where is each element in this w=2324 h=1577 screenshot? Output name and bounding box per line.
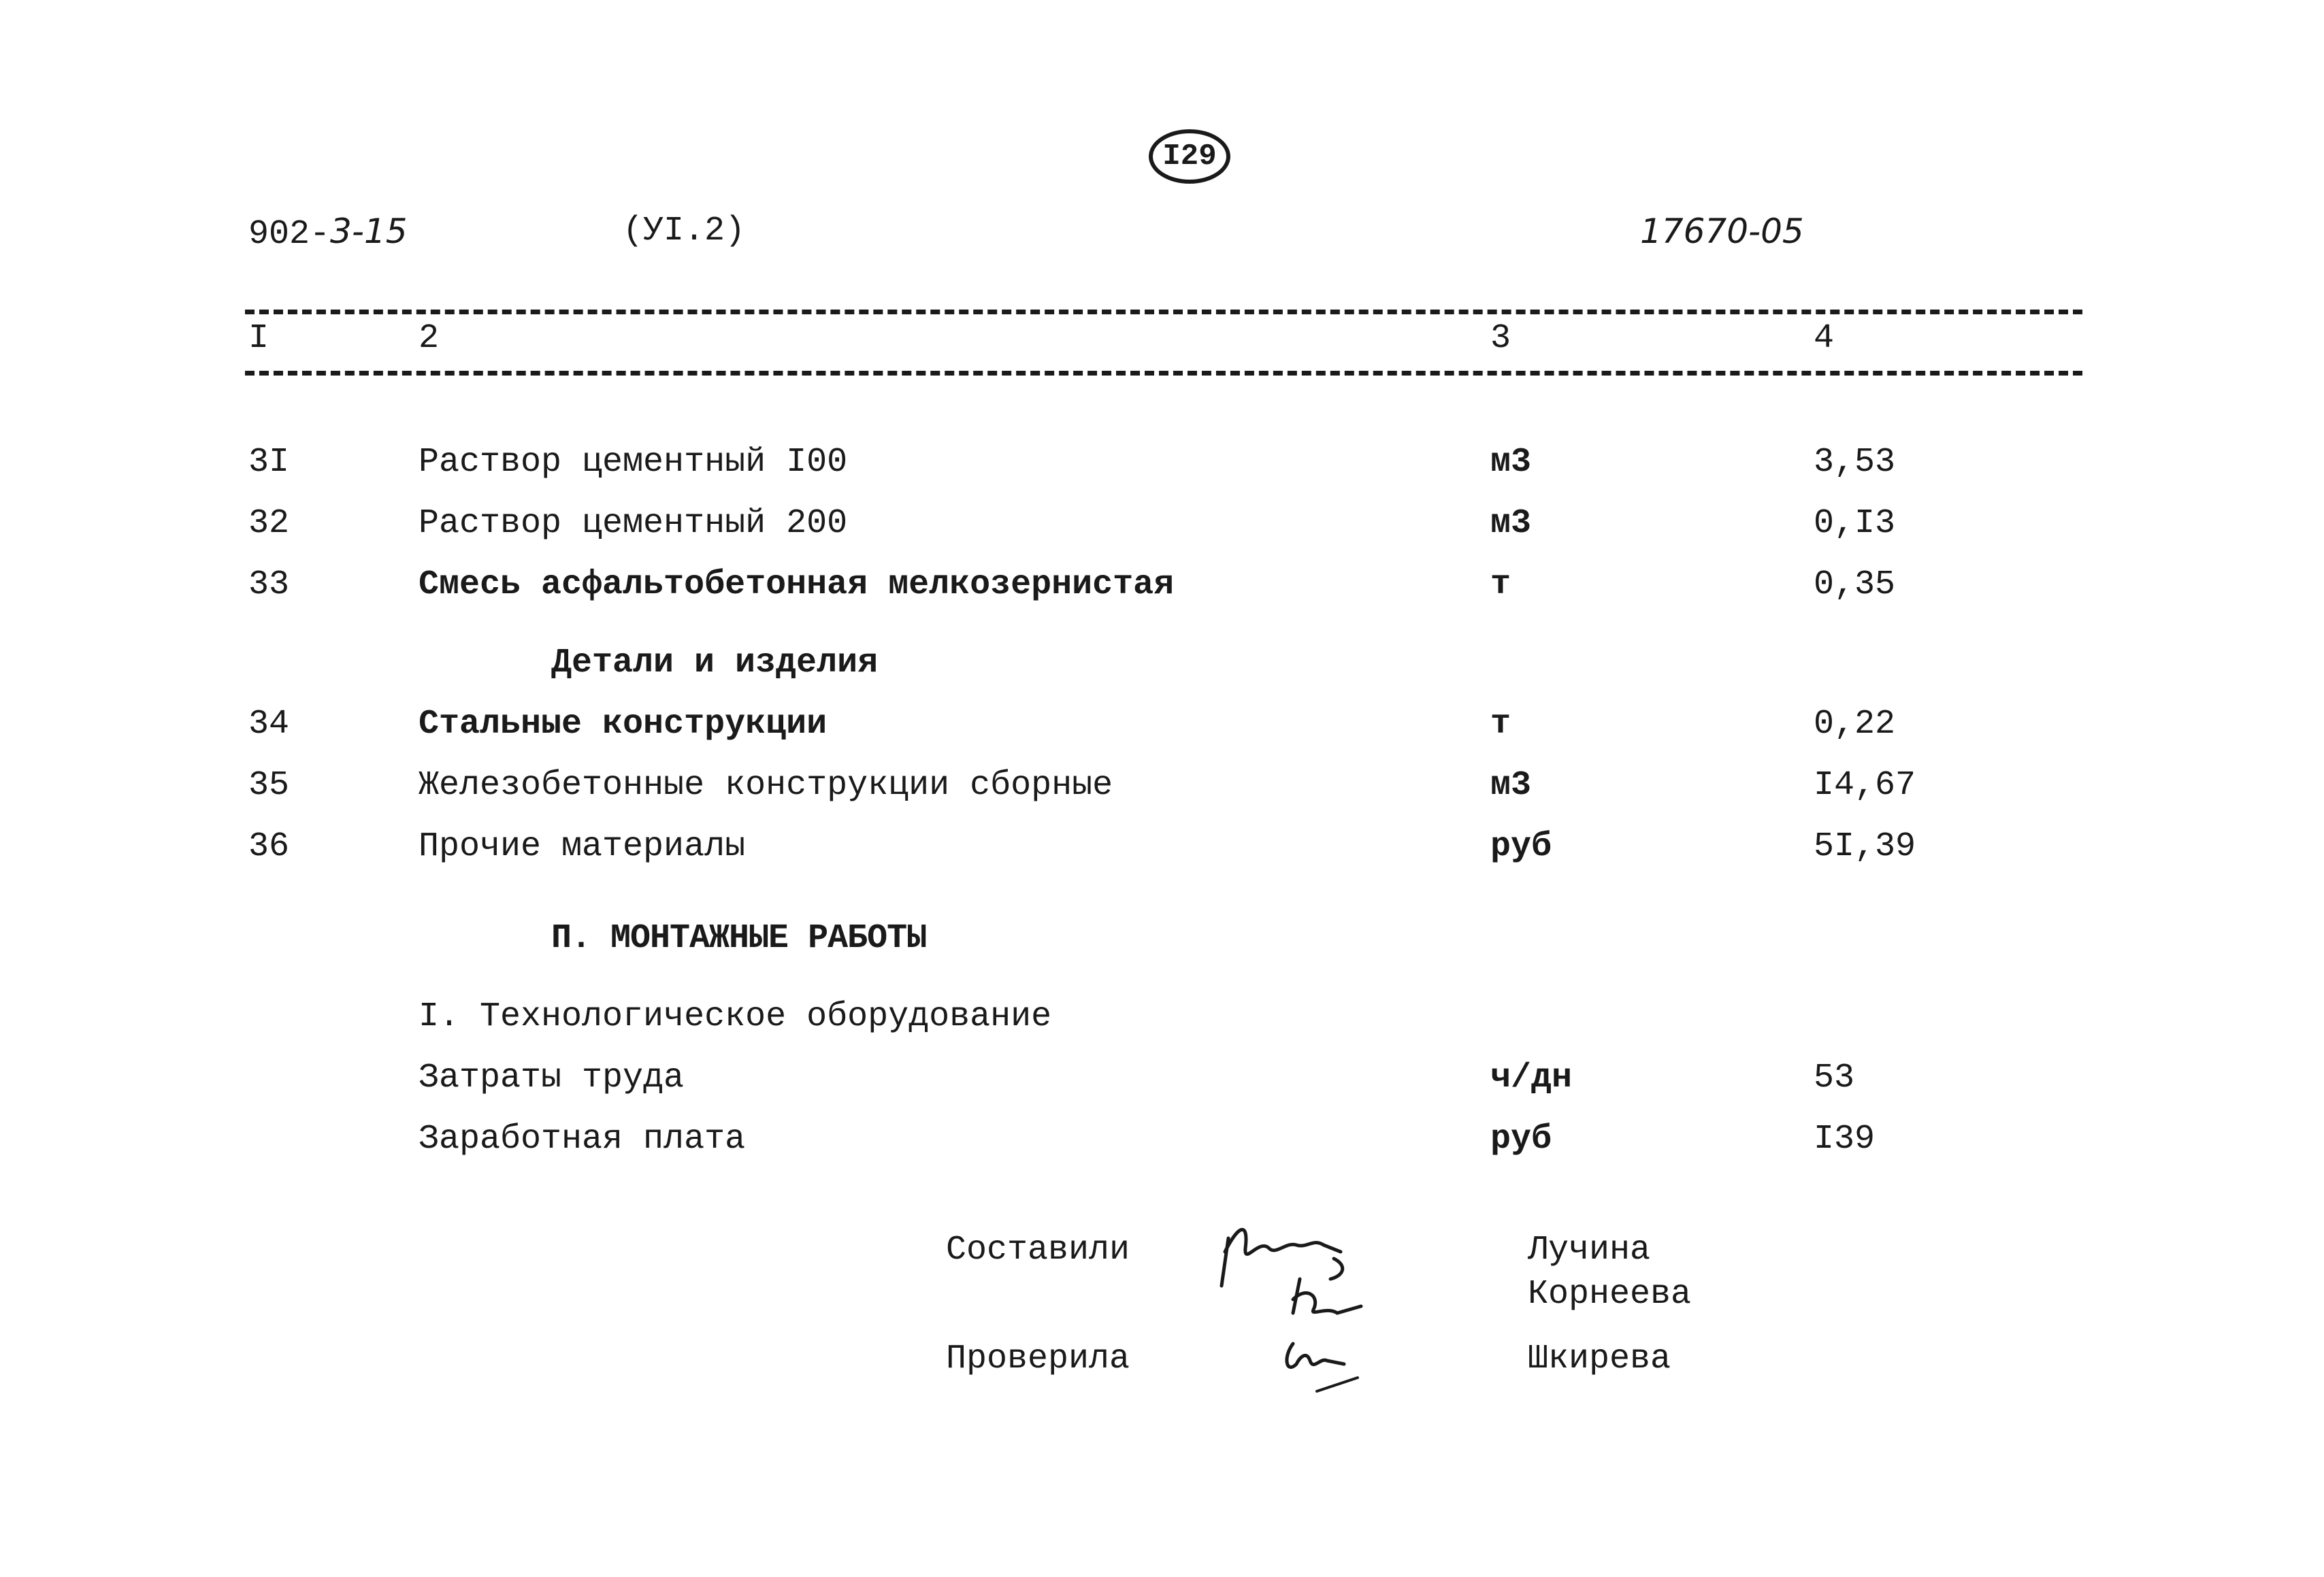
page-number-badge bbox=[1149, 129, 1230, 184]
column-header-1: I bbox=[248, 319, 269, 358]
page-number: I29 bbox=[1162, 139, 1217, 173]
table-row bbox=[0, 565, 2324, 605]
table-row bbox=[0, 503, 2324, 544]
row-name: Прочие материалы bbox=[419, 827, 746, 866]
row-value: I39 bbox=[1814, 1120, 1876, 1159]
table-header-rule bbox=[245, 371, 2082, 376]
row-value: 0,I3 bbox=[1814, 504, 1896, 543]
compiled-name-2: Корнеева bbox=[1528, 1275, 1692, 1314]
row-name: Стальные конструкции bbox=[419, 705, 828, 744]
row-unit: т bbox=[1490, 565, 1511, 604]
table-row bbox=[0, 1058, 2324, 1099]
row-name: Раствор цементный 200 bbox=[419, 504, 848, 543]
compiled-name-1: Лучина bbox=[1528, 1231, 1651, 1269]
section-heading: П. МОНТАЖНЫЕ РАБОТЫ bbox=[551, 919, 927, 958]
row-name: Заработная плата bbox=[419, 1120, 746, 1159]
column-header-3: 3 bbox=[1490, 319, 1511, 358]
row-name: Железобетонные конструкции сборные bbox=[419, 766, 1113, 805]
table-row bbox=[0, 442, 2324, 483]
checked-label: Проверила bbox=[946, 1340, 1130, 1378]
document-code bbox=[248, 211, 408, 255]
column-header-4: 4 bbox=[1814, 319, 1835, 358]
row-value: 0,22 bbox=[1814, 705, 1896, 744]
column-header-2: 2 bbox=[419, 319, 440, 358]
table-row bbox=[0, 1119, 2324, 1160]
row-name: Затраты труда bbox=[419, 1059, 685, 1097]
row-number: 35 bbox=[248, 766, 290, 805]
document-code-handwritten: 3-15 bbox=[330, 212, 408, 251]
row-value: 53 bbox=[1814, 1059, 1855, 1097]
column-header-row bbox=[0, 318, 2324, 359]
section-code: (УI.2) bbox=[623, 212, 746, 250]
table-row bbox=[0, 765, 2324, 806]
row-value: I4,67 bbox=[1814, 766, 1916, 805]
row-number: 36 bbox=[248, 827, 290, 866]
row-unit: м3 bbox=[1490, 443, 1532, 482]
table-row bbox=[0, 704, 2324, 745]
row-value: 5I,39 bbox=[1814, 827, 1916, 866]
row-value: 3,53 bbox=[1814, 443, 1896, 482]
row-number: 33 bbox=[248, 565, 290, 604]
row-name: Раствор цементный I00 bbox=[419, 443, 848, 482]
table-row bbox=[0, 827, 2324, 867]
row-unit: ч/дн bbox=[1490, 1059, 1573, 1097]
checked-name: Шкирева bbox=[1528, 1340, 1671, 1378]
row-unit: м3 bbox=[1490, 766, 1532, 805]
row-number: 34 bbox=[248, 705, 290, 744]
subsection-heading: I. Технологическое оборудование bbox=[419, 997, 1052, 1036]
compiled-label: Составили bbox=[946, 1231, 1130, 1269]
row-unit: т bbox=[1490, 705, 1511, 744]
document-code-printed: 902- bbox=[248, 215, 331, 254]
row-number: 3I bbox=[248, 443, 290, 482]
row-name: Смесь асфальтобетонная мелкозернистая bbox=[419, 565, 1175, 604]
row-unit: руб bbox=[1490, 827, 1552, 866]
row-number: 32 bbox=[248, 504, 290, 543]
table-top-rule bbox=[245, 310, 2082, 314]
row-value: 0,35 bbox=[1814, 565, 1896, 604]
signature-scribbles bbox=[1211, 1211, 1415, 1401]
inventory-number: 17670-05 bbox=[1640, 212, 1804, 251]
row-unit: м3 bbox=[1490, 504, 1532, 543]
subheading-parts: Детали и изделия bbox=[551, 644, 879, 682]
row-unit: руб bbox=[1490, 1120, 1552, 1159]
